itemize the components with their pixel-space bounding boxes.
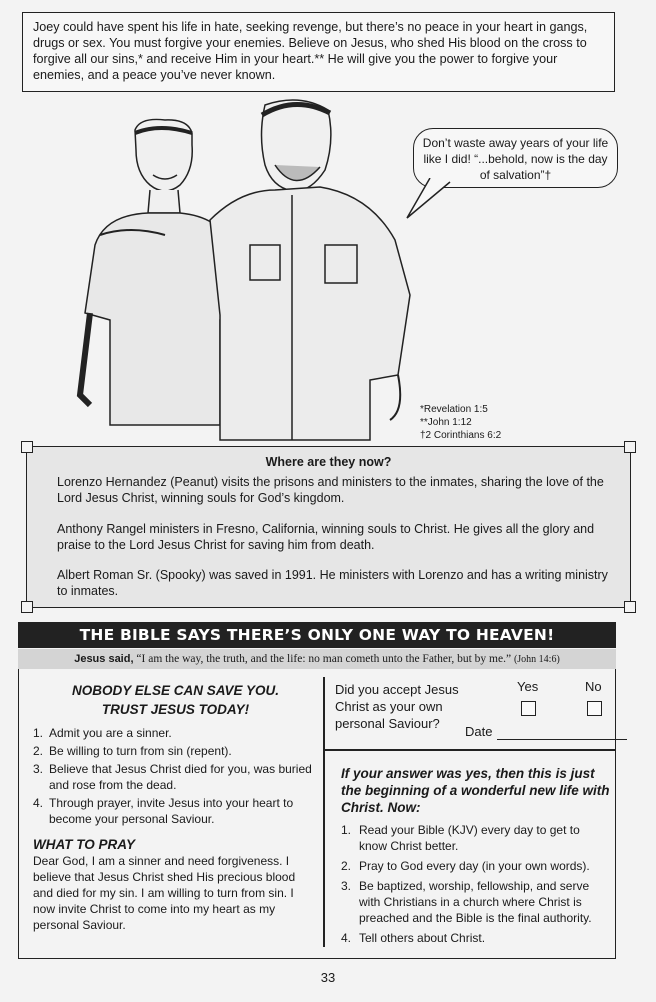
no-label: No [585,679,602,694]
page-number: 33 [320,970,336,985]
trust-jesus-column [33,681,318,933]
jesus-quote [18,649,616,669]
where-now-paragraph-3: Albert Roman Sr. (Spooky) was saved in 1991. He ministers with Lorenzo and has a writing ministry to inmates. [57,568,608,598]
intro-text: Joey could have spent his life in hate, seeking revenge, but there’s no peace in your heart in gangs, drugs or sex. You must forgive your enemies. Believe on Jesus, who shed His blood on the cross to forgive all our sins,* and receive Him in your heart.** He will give you the power to forgive your enemies, and a peace you’ve never known. [33,20,588,82]
nobody-else-heading: NOBODY ELSE CAN SAVE YOU. [71,683,280,698]
speech-bubble-text: Don’t waste away years of your life like I did! “...behold, now is the day of salvation”† [422,136,609,182]
new-life-steps [341,822,611,946]
trust-jesus-heading: TRUST JESUS TODAY! [101,702,250,717]
column-divider [323,677,325,947]
one-way-banner: THE BIBLE SAYS THERE’S ONLY ONE WAY TO HEAVEN! [18,622,616,648]
yes-label: Yes [517,679,539,694]
reference-2: **John 1:12 [420,417,472,428]
list-item: 1. Admit you are a sinner. [33,726,172,740]
date-field[interactable] [497,739,627,740]
list-item: 4. Tell others about Christ. [341,931,486,945]
reference-1: *Revelation 1:5 [420,404,488,415]
list-item: 4. Through prayer, invite Jesus into your heart to become your personal Saviour. [33,796,294,826]
speech-bubble-tail [405,178,455,223]
list-item: 2. Pray to God every day (in your own words). [341,859,590,873]
where-now-title: Where are they now? [265,455,392,469]
accept-question: Did you accept Jesus Christ as your own personal Saviour? [335,682,459,731]
intro-text-box [22,12,615,92]
illustration-two-men [70,95,430,445]
prayer-text: Dear God, I am a sinner and need forgiveness. I believe that Jesus Christ shed His precious blood and died for my sin. I am willing to turn from sin. I now invite Christ to come into my heart as my personal Saviour. [33,854,296,932]
list-item: 3. Be baptized, worship, fellowship, and serve with Christians in a church where Christ is preached and the Bible is the final authority. [341,879,592,925]
date-label: Date [465,724,493,739]
yes-checkbox[interactable] [521,701,536,716]
question-divider [325,749,615,751]
footnote-references [420,403,501,442]
what-to-pray-heading: WHAT TO PRAY [33,837,135,852]
where-now-panel [26,446,631,608]
quote-speaker: Jesus said, [74,653,134,665]
reference-3: †2 Corinthians 6:2 [420,430,502,441]
no-checkbox[interactable] [587,701,602,716]
list-item: 1. Read your Bible (KJV) every day to get to know Christ better. [341,823,580,853]
salvation-section [18,669,616,959]
quote-text: “I am the way, the truth, and the life: no man cometh unto the Father, but by me.” [136,653,512,665]
new-life-heading: If your answer was yes, then this is just the beginning of a wonderful new life with Christ. Now: [341,766,610,815]
steps-list [33,725,318,827]
where-now-paragraph-1: Lorenzo Hernandez (Peanut) visits the prisons and ministers to the inmates, sharing the love of the Lord Jesus Christ, winning souls for God’s kingdom. [57,475,604,505]
list-item: 3. Believe that Jesus Christ died for you, was buried and rose from the dead. [33,762,312,792]
list-item: 2. Be willing to turn from sin (repent). [33,744,232,758]
quote-reference: (John 14:6) [513,654,560,665]
new-life-column [341,765,611,950]
where-now-paragraph-2: Anthony Rangel ministers in Fresno, California, winning souls to Christ. He gives all the glory and praise to the Lord Jesus Christ for saving him from death. [57,522,595,552]
